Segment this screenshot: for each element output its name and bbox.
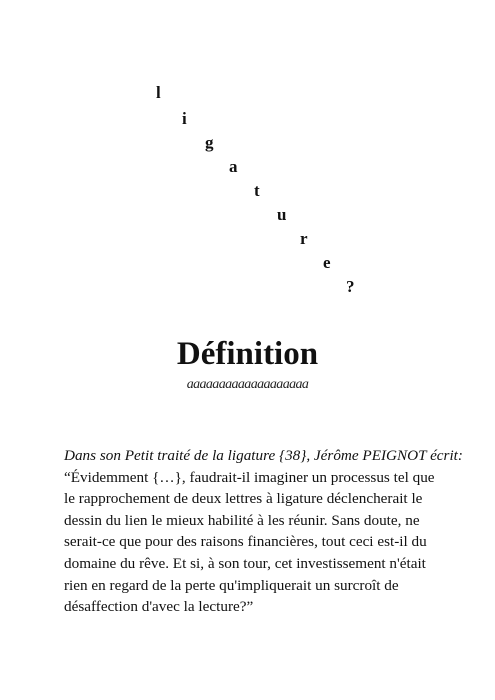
page-heading: Définition bbox=[176, 336, 319, 372]
quotation-block bbox=[64, 445, 464, 618]
quotation-line: dessin du lien le mieux habilité à les réunir. Sans doute, ne bbox=[64, 511, 420, 529]
diagonal-letter-r: r bbox=[300, 229, 308, 248]
diagonal-letter-u: u bbox=[277, 205, 287, 224]
diagonal-letter-g: g bbox=[205, 133, 214, 152]
diagonal-letter-a: a bbox=[229, 157, 238, 176]
quotation-line: serait-ce que pour des raisons financières, tout ceci est-il du bbox=[64, 533, 427, 551]
quotation-line: rien en regard de la perte qu'impliquerait un surcroît de bbox=[64, 576, 399, 594]
diagonal-letter-e: e bbox=[323, 253, 331, 272]
quotation-line: “Évidemment {…}, faudrait-il imaginer un processus tel que bbox=[64, 468, 435, 486]
diagonal-letter-question: ? bbox=[346, 277, 355, 296]
quotation-intro: Dans son Petit traité de la ligature {38}, Jérôme PEIGNOT écrit: bbox=[64, 447, 463, 464]
diagonal-letter-t: t bbox=[254, 181, 260, 200]
quotation-line: désaffection d'avec la lecture?” bbox=[64, 598, 254, 616]
quotation-line: domaine du rêve. Et si, à son tour, cet investissement n'était bbox=[64, 554, 426, 572]
quotation-line: le rapprochement de deux lettres à ligature déclencherait le bbox=[64, 490, 423, 508]
ornament-rule: aaaaaaaaaaaaaaaaaaa bbox=[186, 377, 309, 392]
diagonal-letter-l: l bbox=[156, 83, 161, 102]
diagonal-letter-i: i bbox=[182, 109, 187, 128]
